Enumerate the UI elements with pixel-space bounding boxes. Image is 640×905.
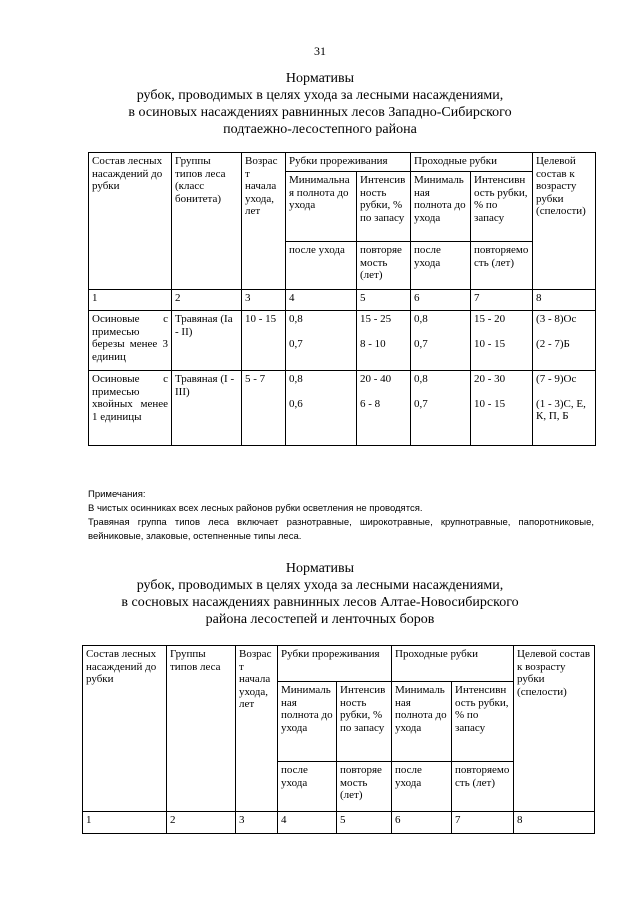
row-min-density: 0,8 (414, 313, 428, 325)
row-intensity-cell (357, 371, 411, 446)
section1-title-line: рубок, проводимых в целях ухода за лесными насаждениями, (136, 88, 504, 103)
header-after-cut: после ухода (411, 242, 471, 290)
row-after-cut: 0,6 (289, 397, 303, 410)
column-number: 6 (392, 812, 452, 834)
header-composition: Состав лесных насаждений до рубки (83, 646, 167, 812)
section2-title-line: района лесостепей и ленточных боров (205, 612, 435, 627)
header-repeat: повторяемость (лет) (357, 242, 411, 290)
section2-title-line: рубок, проводимых в целях ухода за лесными насаждениями, (136, 578, 504, 593)
row-target: (3 - 8)Ос (536, 313, 577, 325)
row-after-cut: 0,7 (289, 337, 303, 350)
row-intensity-cell (471, 311, 533, 371)
header-passage-cuts: Проходные рубки (411, 153, 533, 172)
header-age-start: Возраст начала ухода, лет (236, 646, 278, 812)
section2-title-line: в сосновых насаждениях равнинных лесов Алтае-Новосибирского (121, 595, 519, 610)
row-after-cut: 0,7 (414, 397, 428, 410)
column-number: 4 (286, 290, 357, 311)
header-passage-cuts: Проходные рубки (392, 646, 514, 682)
column-number: 2 (167, 812, 236, 834)
table-row (89, 371, 596, 446)
section2-title-line: Нормативы (285, 561, 355, 576)
section1-title (60, 70, 580, 138)
header-repeat: повторяемость (лет) (337, 762, 392, 812)
row-target-cell (533, 311, 596, 371)
header-after-cut: после ухода (286, 242, 357, 290)
row-composition: Осиновые с примесью березы менее 3 единиц (89, 311, 172, 371)
row-density-cell (411, 311, 471, 371)
header-repeat: повторяемость (лет) (471, 242, 533, 290)
section1-title-line: в осиновых насаждениях равнинных лесов Западно-Сибирского (128, 105, 512, 120)
row-repeat: 10 - 15 (474, 337, 506, 350)
column-number: 7 (452, 812, 514, 834)
header-intensity: Интенсивность рубки, % по запасу (471, 172, 533, 242)
column-number: 3 (236, 812, 278, 834)
column-number: 4 (278, 812, 337, 834)
header-min-density: Минимальная полнота до ухода (392, 682, 452, 762)
column-number: 8 (533, 290, 596, 311)
row-forest-type: Травяная (Ia - II) (172, 311, 242, 371)
header-intensity: Интенсивность рубки, % по запасу (452, 682, 514, 762)
header-thinning-cuts: Рубки прореживания (286, 153, 411, 172)
row-min-density: 0,8 (289, 373, 303, 385)
column-number: 1 (89, 290, 172, 311)
row-after-cut: 0,7 (414, 337, 428, 350)
header-intensity: Интенсивность рубки, % по запасу (357, 172, 411, 242)
header-forest-type-groups: Группы типов леса (класс бонитета) (172, 153, 242, 290)
section1-table (88, 152, 596, 446)
row-repeat: 8 - 10 (360, 337, 386, 350)
header-min-density: Минимальная полнота до ухода (411, 172, 471, 242)
row-intensity: 15 - 20 (474, 313, 506, 325)
header-after-cut: после ухода (392, 762, 452, 812)
row-repeat: 10 - 15 (474, 397, 506, 410)
notes-line: В чистых осинниках всех лесных районов рубки осветления не проводятся. (88, 503, 423, 514)
notes (88, 488, 594, 544)
notes-line: Травяная группа типов леса включает разнотравные, широкотравные, крупнотравные, папоротниковые, вейниковые, злаковые, остепненные типы леса. (88, 517, 594, 542)
row-forest-type: Травяная (I - III) (172, 371, 242, 446)
header-min-density: Минимальная полнота до ухода (286, 172, 357, 242)
header-intensity: Интенсивность рубки, % по запасу (337, 682, 392, 762)
column-number: 7 (471, 290, 533, 311)
header-composition: Состав лесных насаждений до рубки (89, 153, 172, 290)
row-age: 5 - 7 (242, 371, 286, 446)
column-number: 5 (337, 812, 392, 834)
row-intensity-cell (357, 311, 411, 371)
row-min-density: 0,8 (414, 373, 428, 385)
row-intensity: 15 - 25 (360, 313, 392, 325)
header-thinning-cuts: Рубки прореживания (278, 646, 392, 682)
header-target-composition: Целевой состав к возрасту рубки (спелости) (533, 153, 596, 290)
column-number: 2 (172, 290, 242, 311)
row-intensity: 20 - 30 (474, 373, 506, 385)
row-min-density: 0,8 (289, 313, 303, 325)
row-age: 10 - 15 (242, 311, 286, 371)
column-number: 6 (411, 290, 471, 311)
header-target-composition: Целевой состав к возрасту рубки (спелости) (514, 646, 595, 812)
section2-title (60, 560, 580, 628)
row-density-cell (286, 311, 357, 371)
header-min-density: Минимальная полнота до ухода (278, 682, 337, 762)
row-density-cell (286, 371, 357, 446)
header-after-cut: после ухода (278, 762, 337, 812)
row-intensity-cell (471, 371, 533, 446)
row-repeat: 6 - 8 (360, 397, 381, 410)
page-number: 31 (314, 44, 326, 58)
section1-title-line: Нормативы (285, 71, 355, 86)
row-target: (2 - 7)Б (536, 337, 570, 350)
section1-title-line: подтаежно-лесостепного района (223, 122, 417, 137)
row-target: (7 - 9)Ос (536, 373, 577, 385)
row-target: (1 - 3)С, Е, К, П, Б (536, 397, 586, 422)
row-target-cell (533, 371, 596, 446)
column-number: 8 (514, 812, 595, 834)
header-forest-type-groups: Группы типов леса (167, 646, 236, 812)
row-composition: Осиновые с примесью хвойных менее 1 единицы (89, 371, 172, 446)
table-row (89, 311, 596, 371)
column-number: 3 (242, 290, 286, 311)
header-age-start: Возраст начала ухода, лет (242, 153, 286, 290)
row-density-cell (411, 371, 471, 446)
notes-heading: Примечания: (88, 489, 146, 500)
column-number: 1 (83, 812, 167, 834)
column-number: 5 (357, 290, 411, 311)
row-intensity: 20 - 40 (360, 373, 392, 385)
section2-table (82, 645, 595, 834)
header-repeat: повторяемость (лет) (452, 762, 514, 812)
